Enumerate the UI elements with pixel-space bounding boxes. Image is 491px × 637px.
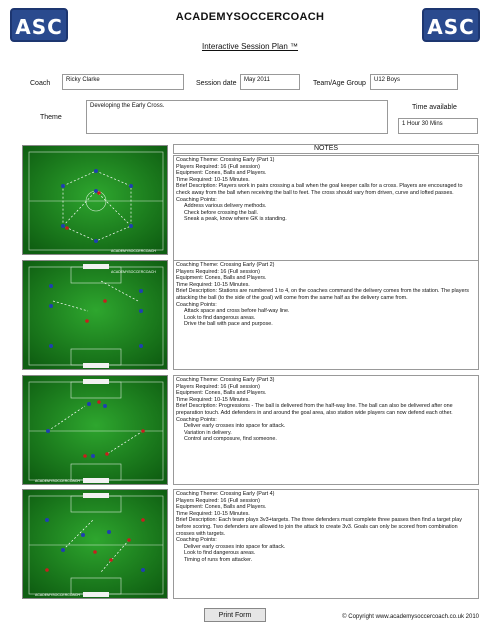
coaching-point: Deliver early crosses into space for attack. bbox=[184, 543, 286, 550]
coaching-point: Look to find dangerous areas. bbox=[184, 550, 256, 557]
players-required: Players Required: 16 (Full session) bbox=[176, 163, 260, 170]
brief-description: Brief Description: Stations are numbered 1 to 4, on the coaches command the delivery comes from the station. The players attacking the ball (to the side of the goal) will come from the same half as the delivery came from. bbox=[176, 288, 469, 301]
equipment: Equipment: Cones, Balls and Players. bbox=[176, 390, 267, 397]
diagram-part-2 bbox=[22, 260, 168, 370]
coaching-theme: Coaching Theme: Crossing Early (Part 4) bbox=[176, 491, 275, 497]
equipment: Equipment: Cones, Balls and Players. bbox=[176, 275, 267, 282]
diagram-part-3 bbox=[22, 375, 168, 485]
time-required: Time Required: 10-15 Minutes. bbox=[176, 396, 250, 403]
time-required: Time Required: 10-15 Minutes. bbox=[176, 176, 250, 183]
session-date-label: Session date bbox=[196, 80, 237, 87]
session-date-field[interactable]: May 2011 bbox=[240, 74, 300, 90]
diagram-part-1 bbox=[22, 145, 168, 255]
diagram-watermark: ACADEMYSOCCERCOACH bbox=[111, 249, 156, 253]
coaching-points-label: Coaching Points: bbox=[176, 537, 217, 544]
coaching-point: Timing of runs from attacker. bbox=[184, 556, 253, 563]
theme-field[interactable]: Developing the Early Cross. bbox=[86, 100, 388, 134]
time-required: Time Required: 10-15 Minutes. bbox=[176, 281, 250, 288]
brand-title: ACADEMYSOCCERCOACH bbox=[175, 11, 325, 23]
notes-part-1 bbox=[173, 155, 479, 265]
coaching-point: Check before crossing the ball. bbox=[184, 209, 259, 216]
coaching-point: Drive the ball with pace and purpose. bbox=[184, 321, 273, 328]
coaching-points-label: Coaching Points: bbox=[176, 416, 217, 423]
coaching-points-label: Coaching Points: bbox=[176, 301, 217, 308]
diagram-watermark: ACADEMYSOCCERCOACH bbox=[35, 479, 80, 483]
team-age-label: Team/Age Group bbox=[313, 80, 366, 87]
notes-part-4 bbox=[173, 489, 479, 599]
coaching-point: Attack space and cross before half-way line. bbox=[184, 308, 290, 315]
players-required: Players Required: 16 (Full session) bbox=[176, 383, 260, 390]
time-required: Time Required: 10-15 Minutes. bbox=[176, 510, 250, 517]
notes-header: NOTES bbox=[173, 144, 479, 154]
brief-description: Brief Description: Players work in pairs crossing a ball when the goal keeper calls for a cross. Players are encouraged to check away from the ball when receiving the ball to feet. The cross should vary from driven, curve and lofted passes. bbox=[176, 183, 463, 196]
equipment: Equipment: Cones, Balls and Players. bbox=[176, 504, 267, 511]
coaching-point: Deliver early crosses into space for attack. bbox=[184, 423, 286, 430]
coaching-point: Sneak a peak, know where GK is standing. bbox=[184, 216, 287, 223]
players-required: Players Required: 16 (Full session) bbox=[176, 268, 260, 275]
time-available-label: Time available bbox=[412, 104, 457, 111]
notes-part-3 bbox=[173, 375, 479, 485]
copyright-text: © Copyright www.academysoccercoach.co.uk 2010 bbox=[342, 614, 479, 620]
theme-label: Theme bbox=[40, 114, 62, 121]
time-available-field[interactable]: 1 Hour 30 Mins bbox=[398, 118, 478, 134]
diagram-watermark: ACADEMYSOCCERCOACH bbox=[111, 270, 156, 274]
brief-description: Brief Description: Progressions - The ball is delivered from the half-way line. The ball can also be delivered after one preparation touch. Add defenders in and around the goal area, also station wide players can now defend each other. bbox=[176, 403, 453, 416]
team-age-field[interactable]: U12 Boys bbox=[370, 74, 458, 90]
logo-right: ASC bbox=[422, 8, 480, 42]
coaching-theme: Coaching Theme: Crossing Early (Part 2) bbox=[176, 262, 275, 268]
coaching-theme: Coaching Theme: Crossing Early (Part 3) bbox=[176, 377, 275, 383]
coaching-point: Address various delivery methods. bbox=[184, 203, 267, 210]
coach-label: Coach bbox=[30, 80, 51, 87]
coaching-points-label: Coaching Points: bbox=[176, 196, 217, 203]
logo-left: ASC bbox=[10, 8, 68, 42]
players-required: Players Required: 16 (Full session) bbox=[176, 497, 260, 504]
brief-description: Brief Description: Each team plays 3v3+targets. The three defenders must complete three passes then find a target play before scoring. Two defenders are allowed to join the attack to create 3v3. Goals can only be scored from combination crosses with targets. bbox=[176, 517, 462, 537]
diagram-watermark: ACADEMYSOCCERCOACH bbox=[35, 593, 80, 597]
page-subtitle: Interactive Session Plan ™ bbox=[201, 42, 299, 51]
coaching-point: Control and composure, find someone. bbox=[184, 436, 277, 443]
coach-field[interactable]: Ricky Clarke bbox=[62, 74, 184, 90]
coaching-theme: Coaching Theme: Crossing Early (Part 1) bbox=[176, 157, 275, 163]
notes-part-2 bbox=[173, 260, 479, 370]
diagram-part-4 bbox=[22, 489, 168, 599]
equipment: Equipment: Cones, Balls and Players. bbox=[176, 170, 267, 177]
coaching-point: Variation in delivery. bbox=[184, 429, 232, 436]
coaching-point: Look to find dangerous areas. bbox=[184, 314, 256, 321]
print-form-button[interactable]: Print Form bbox=[204, 608, 266, 622]
